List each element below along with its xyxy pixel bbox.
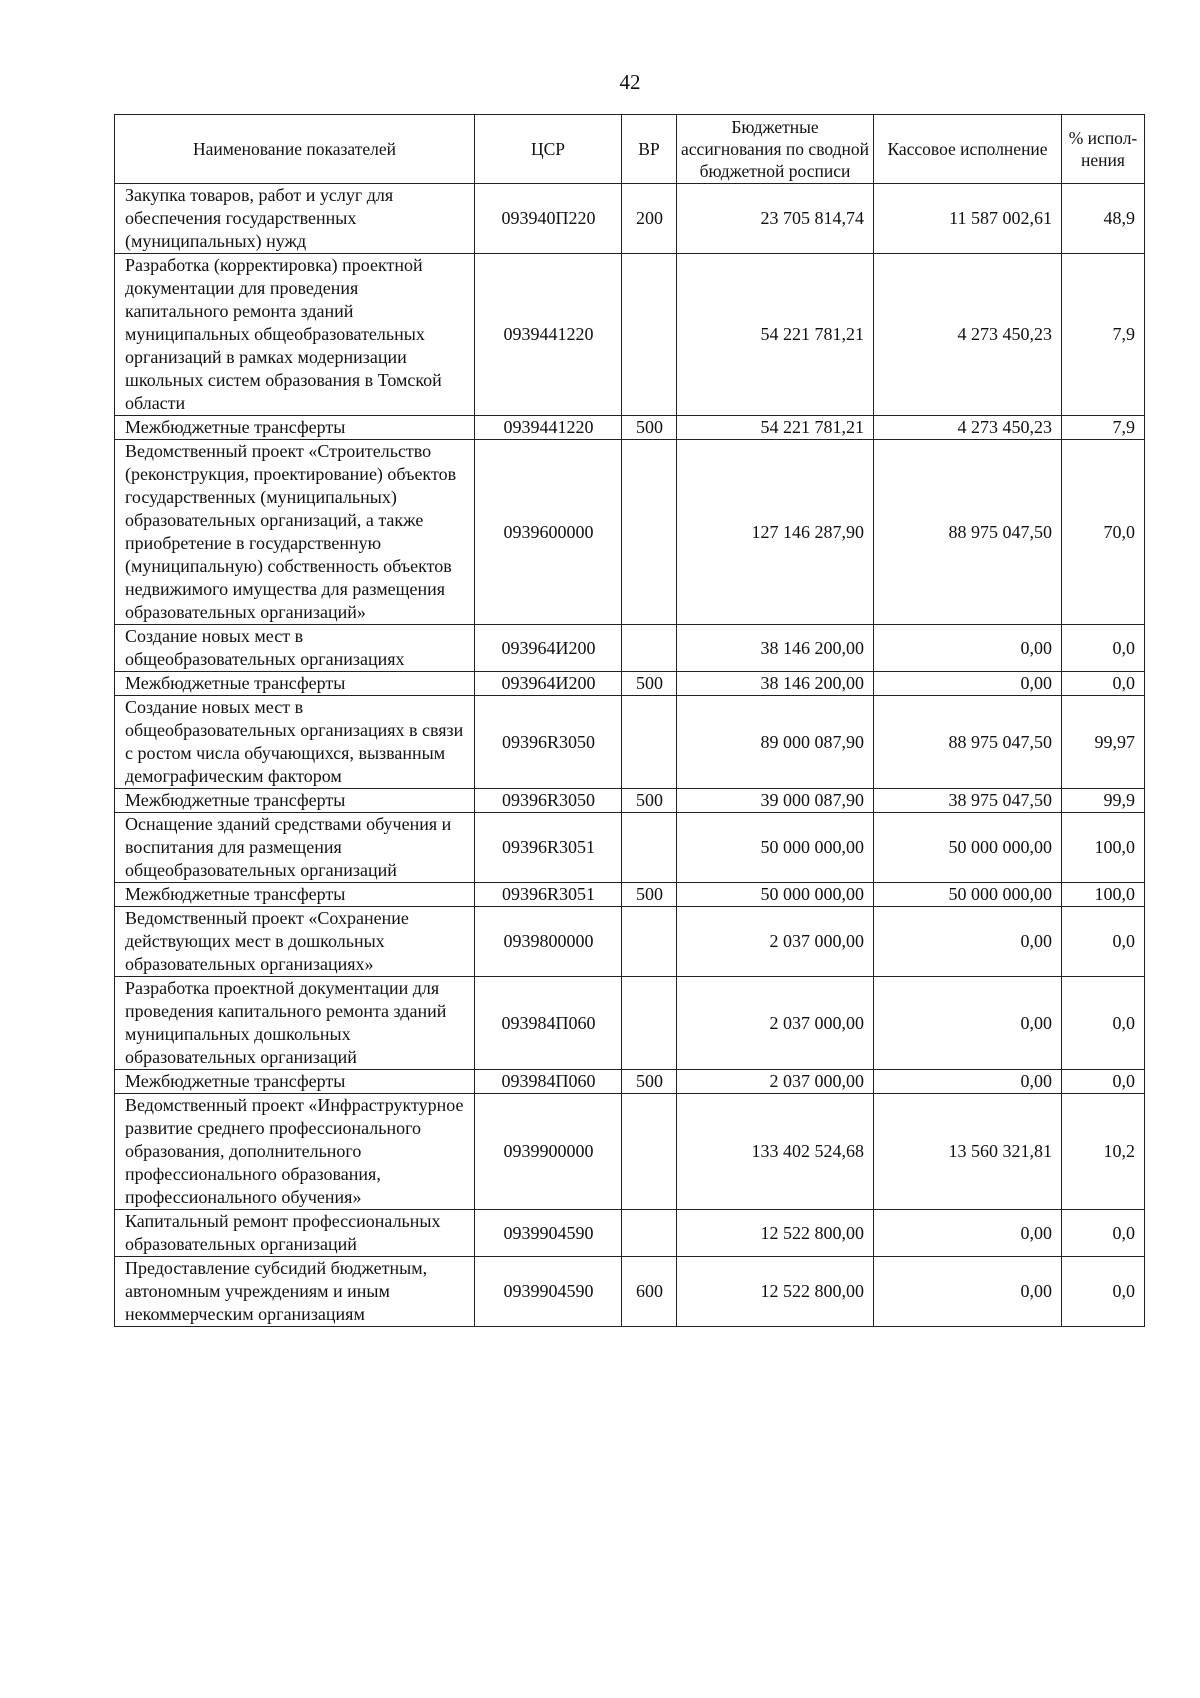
cell-budget: 133 402 524,68 bbox=[677, 1094, 874, 1210]
cell-pct: 100,0 bbox=[1062, 883, 1145, 907]
cell-budget: 54 221 781,21 bbox=[677, 416, 874, 440]
cell-budget: 50 000 000,00 bbox=[677, 813, 874, 883]
cell-pct: 100,0 bbox=[1062, 813, 1145, 883]
cell-cash: 0,00 bbox=[874, 977, 1062, 1070]
table-row bbox=[115, 813, 1145, 883]
table-body bbox=[115, 184, 1145, 1327]
cell-csr: 093984П060 bbox=[475, 1070, 622, 1094]
cell-cash: 88 975 047,50 bbox=[874, 696, 1062, 789]
cell-vr: 500 bbox=[622, 672, 677, 696]
table-row bbox=[115, 1094, 1145, 1210]
cell-cash: 0,00 bbox=[874, 1070, 1062, 1094]
cell-vr: 200 bbox=[622, 184, 677, 254]
cell-pct: 0,0 bbox=[1062, 977, 1145, 1070]
cell-vr bbox=[622, 625, 677, 672]
cell-pct: 48,9 bbox=[1062, 184, 1145, 254]
header-budget: Бюджетные ассигнования по сводной бюджетной росписи bbox=[677, 115, 874, 184]
cell-csr: 093984П060 bbox=[475, 977, 622, 1070]
cell-name: Капитальный ремонт профессиональных образовательных организаций bbox=[115, 1210, 475, 1257]
cell-budget: 39 000 087,90 bbox=[677, 789, 874, 813]
cell-budget: 12 522 800,00 bbox=[677, 1210, 874, 1257]
cell-vr: 500 bbox=[622, 789, 677, 813]
cell-budget: 12 522 800,00 bbox=[677, 1257, 874, 1327]
cell-name: Создание новых мест в общеобразовательных организациях bbox=[115, 625, 475, 672]
cell-name: Ведомственный проект «Инфраструктурное развитие среднего профессионального образования, дополнительного профессионального образования, профессионального обучения» bbox=[115, 1094, 475, 1210]
header-cash: Кассовое исполнение bbox=[874, 115, 1062, 184]
cell-csr: 09396R3050 bbox=[475, 789, 622, 813]
cell-cash: 0,00 bbox=[874, 1210, 1062, 1257]
header-name: Наименование показателей bbox=[115, 115, 475, 184]
table-row bbox=[115, 416, 1145, 440]
cell-csr: 09396R3051 bbox=[475, 813, 622, 883]
cell-pct: 7,9 bbox=[1062, 254, 1145, 416]
table-row bbox=[115, 625, 1145, 672]
table-row bbox=[115, 1257, 1145, 1327]
cell-budget: 2 037 000,00 bbox=[677, 1070, 874, 1094]
cell-pct: 99,9 bbox=[1062, 789, 1145, 813]
cell-budget: 127 146 287,90 bbox=[677, 440, 874, 625]
cell-cash: 50 000 000,00 bbox=[874, 813, 1062, 883]
cell-cash: 13 560 321,81 bbox=[874, 1094, 1062, 1210]
cell-cash: 0,00 bbox=[874, 625, 1062, 672]
cell-pct: 10,2 bbox=[1062, 1094, 1145, 1210]
cell-name: Разработка (корректировка) проектной документации для проведения капитального ремонта зданий муниципальных общеобразовательных организаций в рамках модернизации школьных систем образования в Томской области bbox=[115, 254, 475, 416]
cell-pct: 0,0 bbox=[1062, 625, 1145, 672]
cell-pct: 0,0 bbox=[1062, 907, 1145, 977]
cell-name: Межбюджетные трансферты bbox=[115, 672, 475, 696]
cell-csr: 09396R3050 bbox=[475, 696, 622, 789]
cell-vr bbox=[622, 977, 677, 1070]
cell-cash: 0,00 bbox=[874, 907, 1062, 977]
cell-name: Межбюджетные трансферты bbox=[115, 883, 475, 907]
cell-vr: 500 bbox=[622, 416, 677, 440]
cell-cash: 0,00 bbox=[874, 672, 1062, 696]
table-row bbox=[115, 977, 1145, 1070]
table-row bbox=[115, 1210, 1145, 1257]
cell-vr bbox=[622, 813, 677, 883]
cell-vr: 500 bbox=[622, 883, 677, 907]
cell-name: Закупка товаров, работ и услуг для обеспечения государственных (муниципальных) нужд bbox=[115, 184, 475, 254]
cell-budget: 23 705 814,74 bbox=[677, 184, 874, 254]
cell-budget: 54 221 781,21 bbox=[677, 254, 874, 416]
cell-budget: 89 000 087,90 bbox=[677, 696, 874, 789]
table-row bbox=[115, 789, 1145, 813]
cell-csr: 0939441220 bbox=[475, 416, 622, 440]
cell-budget: 2 037 000,00 bbox=[677, 977, 874, 1070]
cell-vr bbox=[622, 696, 677, 789]
table-row bbox=[115, 184, 1145, 254]
cell-cash: 0,00 bbox=[874, 1257, 1062, 1327]
cell-csr: 0939800000 bbox=[475, 907, 622, 977]
cell-csr: 09396R3051 bbox=[475, 883, 622, 907]
header-csr: ЦСР bbox=[475, 115, 622, 184]
cell-name: Межбюджетные трансферты bbox=[115, 789, 475, 813]
cell-pct: 0,0 bbox=[1062, 1210, 1145, 1257]
cell-csr: 093964И200 bbox=[475, 672, 622, 696]
cell-vr bbox=[622, 1210, 677, 1257]
cell-name: Создание новых мест в общеобразовательных организациях в связи с ростом числа обучающихся, вызванным демографическим фактором bbox=[115, 696, 475, 789]
table-header-row bbox=[115, 115, 1145, 184]
cell-vr bbox=[622, 1094, 677, 1210]
table-row bbox=[115, 440, 1145, 625]
cell-cash: 4 273 450,23 bbox=[874, 254, 1062, 416]
table-row bbox=[115, 696, 1145, 789]
cell-vr: 500 bbox=[622, 1070, 677, 1094]
cell-budget: 2 037 000,00 bbox=[677, 907, 874, 977]
budget-execution-table bbox=[114, 114, 1145, 1327]
page-number: 42 bbox=[619, 70, 641, 94]
cell-budget: 50 000 000,00 bbox=[677, 883, 874, 907]
table-row bbox=[115, 254, 1145, 416]
cell-name: Предоставление субсидий бюджетным, автономным учреждениям и иным некоммерческим организациям bbox=[115, 1257, 475, 1327]
cell-csr: 093940П220 bbox=[475, 184, 622, 254]
cell-name: Межбюджетные трансферты bbox=[115, 416, 475, 440]
cell-pct: 0,0 bbox=[1062, 672, 1145, 696]
cell-cash: 11 587 002,61 bbox=[874, 184, 1062, 254]
cell-csr: 0939904590 bbox=[475, 1257, 622, 1327]
table-row bbox=[115, 672, 1145, 696]
cell-vr: 600 bbox=[622, 1257, 677, 1327]
cell-pct: 99,97 bbox=[1062, 696, 1145, 789]
cell-csr: 0939900000 bbox=[475, 1094, 622, 1210]
table-row bbox=[115, 907, 1145, 977]
cell-cash: 4 273 450,23 bbox=[874, 416, 1062, 440]
cell-cash: 88 975 047,50 bbox=[874, 440, 1062, 625]
cell-pct: 70,0 bbox=[1062, 440, 1145, 625]
cell-csr: 0939441220 bbox=[475, 254, 622, 416]
cell-pct: 0,0 bbox=[1062, 1257, 1145, 1327]
cell-name: Межбюджетные трансферты bbox=[115, 1070, 475, 1094]
cell-vr bbox=[622, 254, 677, 416]
cell-csr: 0939600000 bbox=[475, 440, 622, 625]
header-pct: % испол-нения bbox=[1062, 115, 1145, 184]
cell-cash: 50 000 000,00 bbox=[874, 883, 1062, 907]
cell-csr: 0939904590 bbox=[475, 1210, 622, 1257]
cell-pct: 7,9 bbox=[1062, 416, 1145, 440]
header-vr: ВР bbox=[622, 115, 677, 184]
cell-vr bbox=[622, 440, 677, 625]
cell-name: Ведомственный проект «Сохранение действующих мест в дошкольных образовательных организациях» bbox=[115, 907, 475, 977]
cell-name: Разработка проектной документации для проведения капитального ремонта зданий муниципальных дошкольных образовательных организаций bbox=[115, 977, 475, 1070]
table-row bbox=[115, 1070, 1145, 1094]
cell-vr bbox=[622, 907, 677, 977]
table-row bbox=[115, 883, 1145, 907]
cell-pct: 0,0 bbox=[1062, 1070, 1145, 1094]
cell-budget: 38 146 200,00 bbox=[677, 672, 874, 696]
cell-budget: 38 146 200,00 bbox=[677, 625, 874, 672]
cell-cash: 38 975 047,50 bbox=[874, 789, 1062, 813]
cell-name: Ведомственный проект «Строительство (реконструкция, проектирование) объектов государственных (муниципальных) образовательных организаций, а также приобретение в государственную (муниципальную) собственность объектов недвижимого имущества для размещения образовательных организаций» bbox=[115, 440, 475, 625]
cell-csr: 093964И200 bbox=[475, 625, 622, 672]
cell-name: Оснащение зданий средствами обучения и воспитания для размещения общеобразовательных организаций bbox=[115, 813, 475, 883]
